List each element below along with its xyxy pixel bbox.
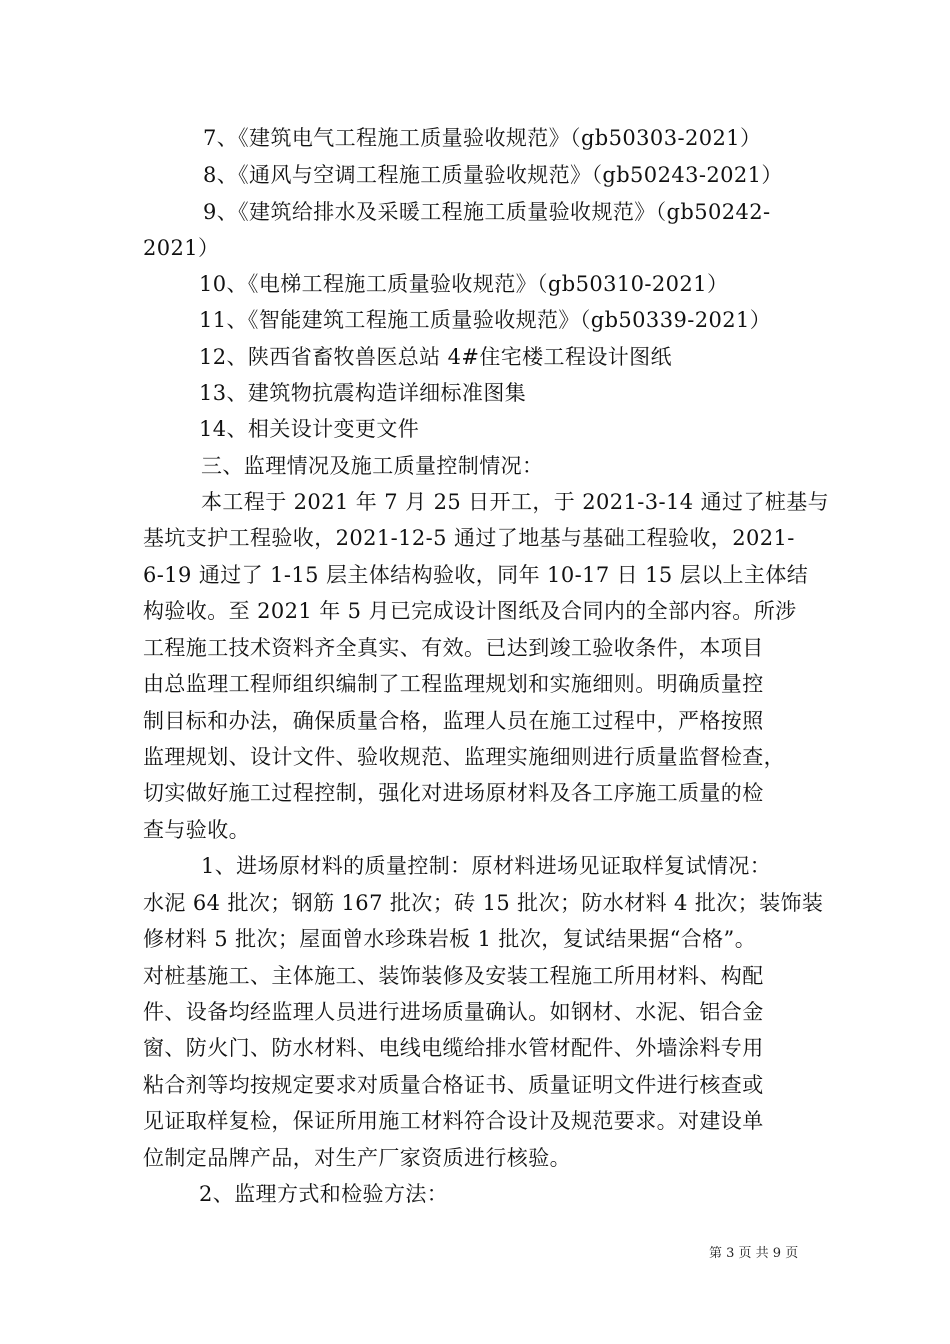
paragraph2-line: 见证取样复检，保证所用施工材料符合设计及规范要求。对建设单: [143, 1109, 764, 1133]
paragraph1-line: 切实做好施工过程控制，强化对进场原材料及各工序施工质量的检: [143, 781, 764, 805]
reference-item-11: 11、《智能建筑工程施工质量验收规范》（gb50339-2021）: [199, 308, 772, 332]
paragraph2-line: 水泥 64 批次；钢筋 167 批次；砖 15 批次；防水材料 4 批次；装饰装: [143, 891, 824, 915]
paragraph2-line: 修材料 5 批次；屋面曾水珍珠岩板 1 批次，复试结果据“合格”。: [143, 927, 757, 951]
paragraph1-line: 6-19 通过了 1-15 层主体结构验收，同年 10-17 日 15 层以上主体结: [143, 563, 809, 587]
paragraph1-line: 制目标和办法，确保质量合格，监理人员在施工过程中，严格按照: [143, 709, 764, 733]
paragraph2-line: 1、进场原材料的质量控制：原材料进场见证取样复试情况：: [201, 854, 772, 878]
reference-item-9: 9、《建筑给排水及采暖工程施工质量验收规范》（gb50242-: [203, 200, 771, 224]
paragraph2-line: 对桩基施工、主体施工、装饰装修及安装工程施工所用材料、构配: [143, 964, 764, 988]
paragraph2-line: 窗、防火门、防水材料、电线电缆给排水管材配件、外墙涂料专用: [143, 1036, 764, 1060]
paragraph1-line: 查与验收。: [143, 818, 250, 842]
reference-item-9-continued: 2021）: [143, 236, 220, 260]
paragraph1-line: 监理规划、设计文件、验收规范、监理实施细则进行质量监督检查，: [143, 745, 785, 769]
reference-item-7: 7、《建筑电气工程施工质量验收规范》（gb50303-2021）: [203, 126, 762, 150]
paragraph1-line: 构验收。至 2021 年 5 月已完成设计图纸及合同内的全部内容。所涉: [143, 599, 797, 623]
reference-item-13: 13、建筑物抗震构造详细标准图集: [199, 381, 527, 405]
paragraph1-line: 本工程于 2021 年 7 月 25 日开工，于 2021-3-14 通过了桩基与: [201, 490, 830, 514]
section-heading: 三、监理情况及施工质量控制情况：: [201, 454, 544, 478]
paragraph1-line: 由总监理工程师组织编制了工程监理规划和实施细则。明确质量控: [143, 672, 764, 696]
paragraph1-line: 工程施工技术资料齐全真实、有效。已达到竣工验收条件，本项目: [143, 636, 764, 660]
paragraph2-line: 粘合剂等均按规定要求对质量合格证书、质量证明文件进行核查或: [143, 1073, 764, 1097]
page-number-footer: 第 3 页 共 9 页: [709, 1246, 799, 1261]
paragraph1-line: 基坑支护工程验收，2021-12-5 通过了地基与基础工程验收，2021-: [143, 526, 795, 550]
reference-item-14: 14、相关设计变更文件: [199, 417, 420, 441]
reference-item-8: 8、《通风与空调工程施工质量验收规范》（gb50243-2021）: [203, 163, 783, 187]
subheading: 2、监理方式和检验方法：: [199, 1182, 449, 1206]
paragraph2-line: 位制定品牌产品，对生产厂家资质进行核验。: [143, 1146, 571, 1170]
reference-item-12: 12、陕西省畜牧兽医总站 4#住宅楼工程设计图纸: [199, 345, 672, 369]
reference-item-10: 10、《电梯工程施工质量验收规范》（gb50310-2021）: [199, 272, 729, 296]
paragraph2-line: 件、设备均经监理人员进行进场质量确认。如钢材、水泥、铝合金: [143, 1000, 764, 1024]
